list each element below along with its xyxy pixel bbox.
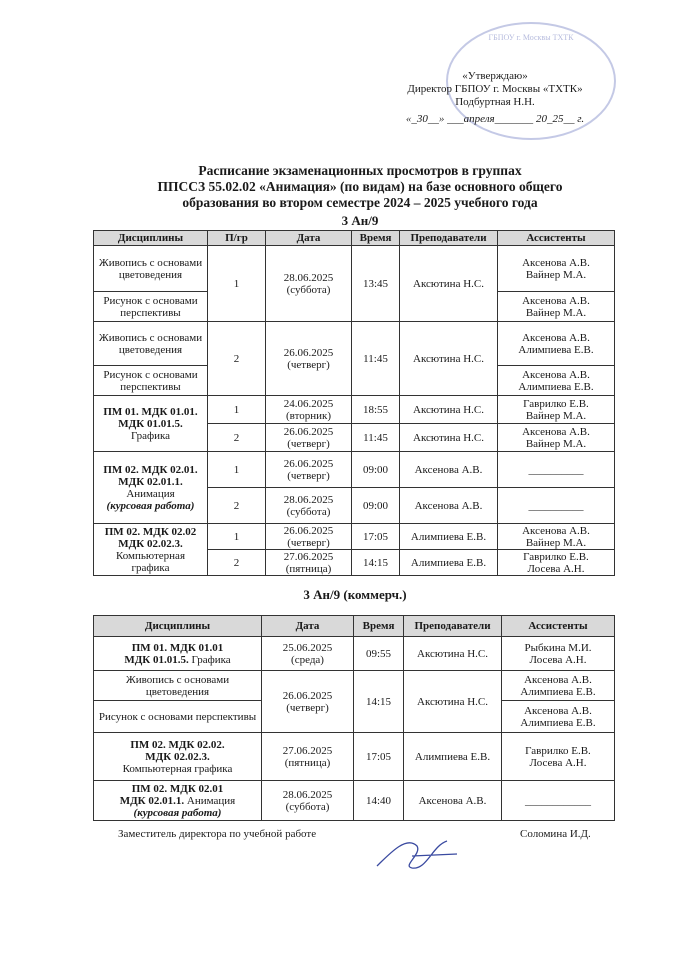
date-cell xyxy=(266,550,352,576)
subgroup-cell: 2 xyxy=(208,424,266,452)
date-value: 27.06.2025 xyxy=(283,550,334,563)
assistants-cell xyxy=(498,424,615,452)
assistant-name: Аксенова А.В. xyxy=(522,368,590,381)
discipline-code: ПМ 01. МДК 01.01. xyxy=(103,405,198,418)
assistants-cell xyxy=(498,292,615,322)
col-header: Дата xyxy=(266,231,352,246)
teacher-cell: Аксенова А.В. xyxy=(400,452,498,488)
discipline-code: ПМ 02. МДК 02.02 xyxy=(104,525,197,538)
assistant-name: Аксенова А.В. xyxy=(522,294,590,307)
col-header: Ассистенты xyxy=(498,231,615,246)
time-cell: 17:05 xyxy=(354,733,404,781)
assistant-name: Аксенова А.В. xyxy=(522,425,590,438)
assistant-name: Аксенова А.В. xyxy=(522,524,590,537)
approval-date-year: 20_25__ г. xyxy=(535,113,585,125)
subgroup-cell: 2 xyxy=(208,550,266,576)
table-row xyxy=(94,671,615,701)
discipline-name: Компьютерная графика xyxy=(122,762,233,775)
subgroup-cell: 2 xyxy=(208,322,266,396)
discipline-cell: Живопись с основами цветоведения xyxy=(94,671,262,701)
assistant-name: Лосева А.Н. xyxy=(529,653,587,666)
assistant-name: Лосева А.Н. xyxy=(529,756,587,769)
assistant-name: Гаврилко Е.В. xyxy=(523,397,589,410)
group-label-1: 3 Ан/9 xyxy=(341,213,379,228)
date-value: 27.06.2025 xyxy=(282,744,333,757)
table-row xyxy=(94,452,615,488)
discipline-note: (курсовая работа) xyxy=(106,499,195,512)
weekday-value: (вторник) xyxy=(285,409,332,422)
discipline-name: Графика xyxy=(130,429,171,442)
assistants-cell xyxy=(498,524,615,550)
assistants-cell: __________ xyxy=(498,488,615,524)
assistant-name: Вайнер М.А. xyxy=(525,536,587,549)
date-value: 24.06.2025 xyxy=(283,397,334,410)
assistant-name: Аксенова А.В. xyxy=(524,673,592,686)
time-cell: 14:15 xyxy=(354,671,404,733)
table-row xyxy=(94,733,615,781)
date-cell xyxy=(266,424,352,452)
approval-date-day: «_30__» xyxy=(405,113,445,125)
date-cell xyxy=(262,781,354,821)
title-line-2: ППССЗ 55.02.02 «Анимация» (по видам) на базе основного общего xyxy=(157,179,563,194)
teacher-cell: Аксютина Н.С. xyxy=(400,246,498,322)
weekday-value: (четверг) xyxy=(287,536,330,549)
teacher-cell: Аксютина Н.С. xyxy=(404,671,502,733)
teacher-cell: Аксенова А.В. xyxy=(400,488,498,524)
assistants-cell xyxy=(498,550,615,576)
signature-icon xyxy=(372,826,462,876)
teacher-cell: Алимпиева Е.В. xyxy=(404,733,502,781)
teacher-cell: Аксютина Н.С. xyxy=(400,322,498,396)
assistant-name: Алимпиева Е.В. xyxy=(518,343,594,356)
subgroup-cell: 1 xyxy=(208,452,266,488)
assistants-cell: __________ xyxy=(498,452,615,488)
subgroup-cell: 1 xyxy=(208,396,266,424)
assistant-name: Вайнер М.А. xyxy=(525,268,587,281)
discipline-code: ПМ 02. МДК 02.01. xyxy=(103,463,198,476)
assistants-cell xyxy=(498,396,615,424)
assistant-name: Гаврилко Е.В. xyxy=(523,550,589,563)
approval-date-month: ___апреля_______ xyxy=(447,113,534,125)
weekday-value: (суббота) xyxy=(286,505,331,518)
weekday-value: (пятница) xyxy=(285,562,332,575)
date-value: 26.06.2025 xyxy=(283,457,334,470)
weekday-value: (четверг) xyxy=(287,469,330,482)
date-value: 26.06.2025 xyxy=(283,524,334,537)
date-value: 26.06.2025 xyxy=(282,689,333,702)
approval-name: Подбуртная Н.Н. xyxy=(455,96,535,108)
discipline-note: (курсовая работа) xyxy=(133,806,222,819)
discipline-code: ПМ 02. МДК 02.02. xyxy=(130,738,225,751)
weekday-value: (четверг) xyxy=(287,358,330,371)
time-cell: 13:45 xyxy=(352,246,400,322)
group-label-2: 3 Ан/9 (коммерч.) xyxy=(303,587,407,602)
time-cell: 11:45 xyxy=(352,424,400,452)
date-cell xyxy=(266,452,352,488)
assistants-cell xyxy=(498,366,615,396)
discipline-cell: Рисунок с основами перспективы xyxy=(94,292,208,322)
col-header: Ассистенты xyxy=(502,616,615,637)
date-value: 28.06.2025 xyxy=(283,493,334,506)
weekday-value: (суббота) xyxy=(285,800,330,813)
assistant-name: Аксенова А.В. xyxy=(524,704,592,717)
assistants-cell xyxy=(498,322,615,366)
teacher-cell: Аксютина Н.С. xyxy=(400,396,498,424)
weekday-value: (четверг) xyxy=(287,437,330,450)
discipline-name: Анимация xyxy=(184,794,236,807)
col-header: Время xyxy=(354,616,404,637)
table-row xyxy=(94,524,615,550)
discipline-code: МДК 01.01.5. xyxy=(124,653,189,666)
discipline-code: МДК 02.02.3. xyxy=(145,750,210,763)
assistant-name: Алимпиева Е.В. xyxy=(520,685,596,698)
time-cell: 09:00 xyxy=(352,452,400,488)
date-cell xyxy=(266,524,352,550)
discipline-cell xyxy=(94,396,208,452)
assistant-name: Вайнер М.А. xyxy=(525,409,587,422)
title-line-3: образования во втором семестре 2024 – 2025 учебного года xyxy=(182,195,538,210)
footer-position: Заместитель директора по учебной работе xyxy=(118,828,317,840)
col-header: Дата xyxy=(262,616,354,637)
discipline-name: Компьютерная графика xyxy=(115,549,186,574)
discipline-cell: Рисунок с основами перспективы xyxy=(94,366,208,396)
date-value: 26.06.2025 xyxy=(283,346,334,359)
table-row xyxy=(94,322,615,366)
teacher-cell: Алимпиева Е.В. xyxy=(400,524,498,550)
table-row xyxy=(94,396,615,424)
discipline-code: МДК 02.01.1. xyxy=(119,794,185,807)
table-row xyxy=(94,781,615,821)
col-header: Время xyxy=(352,231,400,246)
assistants-cell xyxy=(502,701,615,733)
discipline-cell xyxy=(94,524,208,576)
time-cell: 09:00 xyxy=(352,488,400,524)
date-cell xyxy=(266,396,352,424)
date-cell xyxy=(262,733,354,781)
col-header: Преподаватели xyxy=(400,231,498,246)
assistant-name: Алимпиева Е.В. xyxy=(520,716,596,729)
teacher-cell: Аксютина Н.С. xyxy=(404,637,502,671)
assistant-name: Вайнер М.А. xyxy=(525,437,587,450)
stamp-text: ГБПОУ г. Москвы ТХТК xyxy=(488,33,574,42)
subgroup-cell: 1 xyxy=(208,524,266,550)
discipline-cell xyxy=(94,452,208,524)
weekday-value: (четверг) xyxy=(286,701,329,714)
discipline-name: Графика xyxy=(188,653,231,666)
table-row xyxy=(94,637,615,671)
time-cell: 11:45 xyxy=(352,322,400,396)
approval-date xyxy=(380,113,610,126)
weekday-value: (суббота) xyxy=(286,283,331,296)
assistant-name: Аксенова А.В. xyxy=(522,256,590,269)
assistant-name: Лосева А.Н. xyxy=(527,562,585,575)
teacher-cell: Алимпиева Е.В. xyxy=(400,550,498,576)
assistant-name: Гаврилко Е.В. xyxy=(525,744,591,757)
weekday-value: (пятница) xyxy=(284,756,331,769)
discipline-cell: Живопись с основами цветоведения xyxy=(94,246,208,292)
assistants-cell xyxy=(502,637,615,671)
teacher-cell: Аксютина Н.С. xyxy=(400,424,498,452)
table-header-row xyxy=(94,616,615,637)
discipline-cell xyxy=(94,781,262,821)
discipline-code: ПМ 01. МДК 01.01 xyxy=(131,641,224,654)
discipline-cell xyxy=(94,733,262,781)
subgroup-cell: 1 xyxy=(208,246,266,322)
date-cell xyxy=(266,322,352,396)
date-value: 28.06.2025 xyxy=(282,788,333,801)
table-row xyxy=(94,246,615,292)
date-cell xyxy=(262,637,354,671)
footer-name: Соломина И.Д. xyxy=(520,828,591,840)
discipline-cell: Рисунок с основами перспективы xyxy=(94,701,262,733)
date-cell xyxy=(262,671,354,733)
weekday-value: (среда) xyxy=(291,653,324,666)
time-cell: 18:55 xyxy=(352,396,400,424)
approval-position: Директор ГБПОУ г. Москвы «ТХТК» xyxy=(407,83,583,95)
col-header: Преподаватели xyxy=(404,616,502,637)
assistant-name: Рыбкина М.И. xyxy=(524,641,592,654)
time-cell: 14:40 xyxy=(354,781,404,821)
time-cell: 09:55 xyxy=(354,637,404,671)
date-cell xyxy=(266,246,352,322)
date-value: 26.06.2025 xyxy=(283,425,334,438)
assistant-name: Алимпиева Е.В. xyxy=(518,380,594,393)
time-cell: 14:15 xyxy=(352,550,400,576)
approval-label: «Утверждаю» xyxy=(462,70,528,82)
discipline-name: Анимация xyxy=(126,487,175,500)
schedule-table-2 xyxy=(93,615,615,821)
col-header: Дисциплины xyxy=(94,616,262,637)
discipline-code: МДК 02.02.3. xyxy=(118,537,183,550)
date-value: 25.06.2025 xyxy=(282,641,333,654)
col-header: П/гр xyxy=(208,231,266,246)
assistants-cell xyxy=(498,246,615,292)
discipline-cell: Живопись с основами цветоведения xyxy=(94,322,208,366)
assistants-cell: ____________ xyxy=(502,781,615,821)
assistant-name: Вайнер М.А. xyxy=(525,306,587,319)
document-title xyxy=(90,163,630,211)
schedule-table-1 xyxy=(93,230,615,576)
discipline-cell xyxy=(94,637,262,671)
assistants-cell xyxy=(502,671,615,701)
discipline-code: ПМ 02. МДК 02.01 xyxy=(131,782,224,795)
discipline-code: МДК 01.01.5. xyxy=(118,417,183,430)
assistant-name: Аксенова А.В. xyxy=(522,331,590,344)
title-line-1: Расписание экзаменационных просмотров в группах xyxy=(198,163,522,178)
table-header-row xyxy=(94,231,615,246)
subgroup-cell: 2 xyxy=(208,488,266,524)
date-value: 28.06.2025 xyxy=(283,271,334,284)
date-cell xyxy=(266,488,352,524)
time-cell: 17:05 xyxy=(352,524,400,550)
discipline-code: МДК 02.01.1. xyxy=(118,475,183,488)
approval-block xyxy=(380,70,610,126)
teacher-cell: Аксенова А.В. xyxy=(404,781,502,821)
col-header: Дисциплины xyxy=(94,231,208,246)
assistants-cell xyxy=(502,733,615,781)
